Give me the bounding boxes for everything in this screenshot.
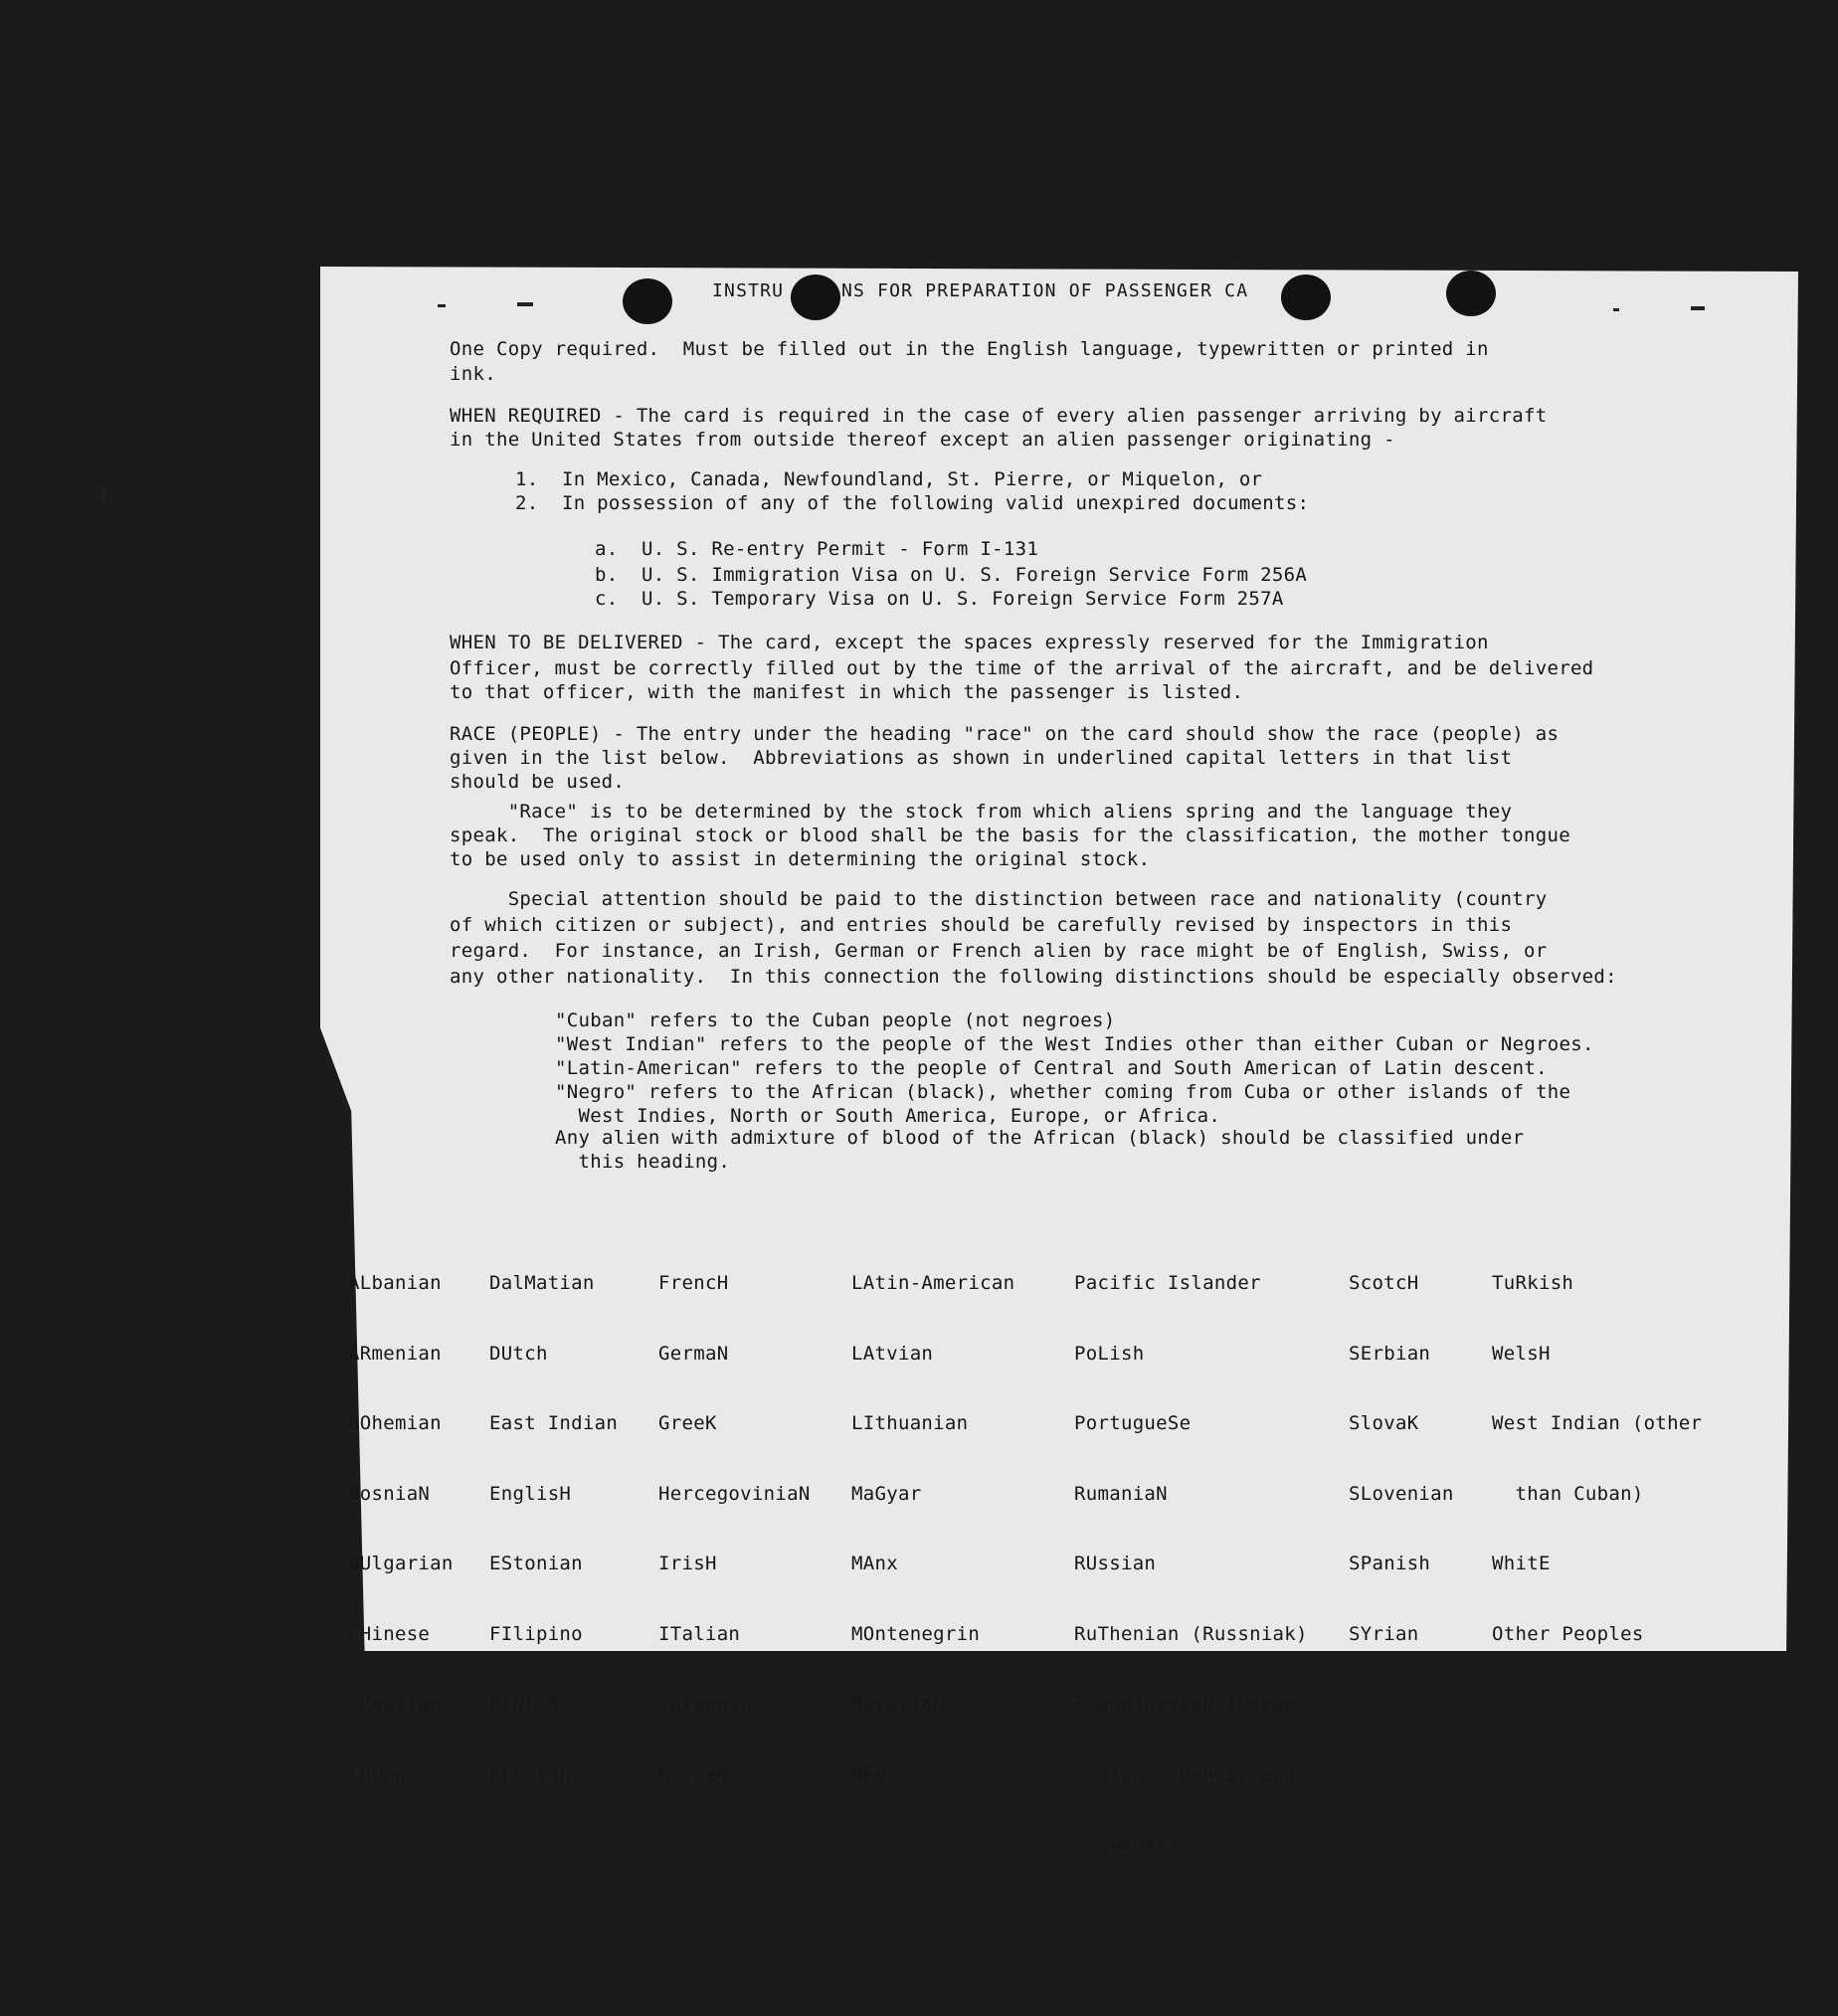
race-item: Swedes) (1074, 1833, 1180, 1855)
race-item: PoLish (1074, 1342, 1145, 1365)
race-item: GreeK (658, 1412, 717, 1434)
document-title: NS FOR PREPARATION OF PASSENGER CA (841, 280, 1249, 301)
race-item: Other Peoples (1492, 1622, 1644, 1645)
race-item: MOntenegrin (851, 1622, 981, 1645)
attention-paragraph-line: any other nationality. In this connection the following distinctions should be especially observed: (450, 966, 1617, 988)
race-item: LAtin-American (851, 1272, 1015, 1294)
punch-hole-1 (623, 278, 672, 324)
race-item: Pacific Islander (1074, 1272, 1261, 1294)
distinction-latin-american: "Latin-American" refers to the people of Central and South American of Latin descent. (555, 1057, 1548, 1079)
race-list-column-5 (1074, 1225, 1308, 1880)
race-item: FLemish (489, 1762, 572, 1785)
distinction-negro-cont: West Indies, North or South America, Europe, or Africa. (555, 1105, 1221, 1127)
race-list-column-7 (1492, 1225, 1702, 1670)
race-line: should be used. (450, 771, 626, 793)
race-list-column-4 (851, 1225, 1014, 1810)
race-item: GermaN (658, 1342, 729, 1365)
when-required-line: WHEN REQUIRED - The card is required in the case of every alien passenger arriving by aircraft (450, 405, 1548, 427)
distinction-admixture-cont: this heading. (555, 1151, 731, 1173)
race-paragraph-line: "Race" is to be determined by the stock from which aliens spring and the language they (450, 801, 1513, 823)
race-item: RumaniaN (1074, 1482, 1168, 1505)
race-item: CRoatian (348, 1693, 442, 1715)
race-item: TuRkish (1492, 1272, 1574, 1294)
race-item: PortugueSe (1074, 1412, 1192, 1434)
race-item: KoreaN (658, 1762, 729, 1785)
distinction-west-indian: "West Indian" refers to the people of the West Indies other than either Cuban or Negroes. (555, 1033, 1594, 1055)
race-item: than Cuban) (1492, 1482, 1644, 1505)
race-item: MAnx (851, 1553, 898, 1574)
race-item: BosniaN (348, 1482, 431, 1505)
required-item-1: 1. In Mexico, Canada, Newfoundland, St. Pierre, or Miquelon, or (515, 468, 1263, 490)
race-item: ARmenian (348, 1342, 442, 1365)
race-line: RACE (PEOPLE) - The entry under the heading "race" on the card should show the race (people) as (450, 723, 1560, 745)
title-left: INSTRU (712, 280, 785, 301)
punch-hole-2 (791, 275, 840, 320)
document-item-a: a. U. S. Re-entry Permit - Form I-131 (595, 538, 1039, 560)
race-item: ScotcH (1349, 1272, 1419, 1294)
race-item: SLovenian (1349, 1482, 1454, 1505)
race-item: LAtvian (851, 1342, 934, 1365)
document-item-b: b. U. S. Immigration Visa on U. S. Foreign Service Form 256A (595, 564, 1308, 586)
race-item: BOhemian (348, 1412, 442, 1434)
attention-paragraph-line: regard. For instance, an Irish, German or French alien by race might be of English, Swiss, or (450, 940, 1548, 962)
when-required-line: in the United States from outside thereof except an alien passenger originating - (450, 429, 1395, 451)
intro-line: One Copy required. Must be filled out in the English language, typewritten or printed in (450, 338, 1489, 360)
race-list-column-2 (489, 1225, 618, 1810)
race-item: IrisH (658, 1553, 717, 1574)
race-item: FINish (489, 1693, 560, 1715)
race-item: JaPanese (658, 1693, 752, 1715)
stray-mark (1613, 308, 1619, 311)
race-list-column-6 (1349, 1225, 1454, 1670)
race-item: NEgro (851, 1762, 910, 1785)
race-line: given in the list below. Abbreviations as shown in underlined capital letters in that list (450, 747, 1513, 769)
race-item: SErbian (1349, 1342, 1431, 1365)
race-item: ALbanian (348, 1272, 442, 1294)
stray-mark (438, 304, 446, 307)
race-item: ScandinaviaN (Norwe- (1074, 1693, 1308, 1715)
race-item: SYrian (1349, 1622, 1419, 1645)
race-item: West Indian (other (1492, 1412, 1703, 1434)
attention-paragraph-line: of which citizen or subject), and entries should be carefully revised by inspectors in this (450, 914, 1513, 936)
race-item: CHinese (348, 1622, 431, 1645)
race-item: SPanish (1349, 1553, 1431, 1574)
intro-line: ink. (450, 363, 496, 385)
race-list-column-3 (658, 1225, 811, 1810)
race-paragraph-line: to be used only to assist in determining the original stock. (450, 848, 1151, 870)
race-item: HercegoviniaN (658, 1482, 811, 1505)
race-item: RuThenian (Russniak) (1074, 1622, 1308, 1645)
race-item: LIthuanian (851, 1412, 969, 1434)
race-item: gians, Danes, and (1074, 1762, 1297, 1785)
race-item: MaGyar (851, 1482, 922, 1505)
punch-hole-3 (1281, 275, 1331, 320)
stray-mark (102, 487, 105, 499)
race-item: ITalian (658, 1622, 741, 1645)
race-item: FrencH (658, 1272, 729, 1294)
stray-mark (1691, 306, 1705, 310)
punch-hole-4 (1446, 271, 1496, 316)
race-item: DUtch (489, 1342, 548, 1365)
race-item: MoraviaN (851, 1693, 945, 1715)
required-item-2: 2. In possession of any of the following valid unexpired documents: (515, 492, 1310, 514)
stray-mark (517, 302, 533, 306)
race-item: WelsH (1492, 1342, 1551, 1365)
race-item: EnglisH (489, 1482, 572, 1505)
when-delivered-line: to that officer, with the manifest in which the passenger is listed. (450, 681, 1244, 703)
attention-paragraph-line: Special attention should be paid to the distinction between race and nationality (country (450, 888, 1548, 910)
document-item-c: c. U. S. Temporary Visa on U. S. Foreign Service Form 257A (595, 588, 1284, 610)
race-item: East Indian (489, 1412, 619, 1434)
distinction-admixture: Any alien with admixture of blood of the African (black) should be classified under (555, 1127, 1525, 1149)
race-item: BUlgarian (348, 1553, 454, 1574)
when-delivered-line: WHEN TO BE DELIVERED - The card, except the spaces expressly reserved for the Immigration (450, 632, 1489, 653)
distinction-cuban: "Cuban" refers to the Cuban people (not negroes) (555, 1009, 1116, 1031)
race-paragraph-line: speak. The original stock or blood shall be the basis for the classification, the mother tongue (450, 825, 1570, 846)
distinction-negro: "Negro" refers to the African (black), whether coming from Cuba or other islands of the (555, 1081, 1571, 1103)
when-delivered-line: Officer, must be correctly filled out by the time of the arrival of the aircraft, and be delivered (450, 657, 1594, 679)
race-item: DalMatian (489, 1272, 595, 1294)
race-list-column-1 (348, 1225, 454, 1810)
race-item: SlovaK (1349, 1412, 1419, 1434)
race-item: WhitE (1492, 1553, 1551, 1574)
race-item: CUban (348, 1762, 407, 1785)
race-item: RUssian (1074, 1553, 1157, 1574)
race-item: EStonian (489, 1553, 583, 1574)
race-item: FIlipino (489, 1622, 583, 1645)
